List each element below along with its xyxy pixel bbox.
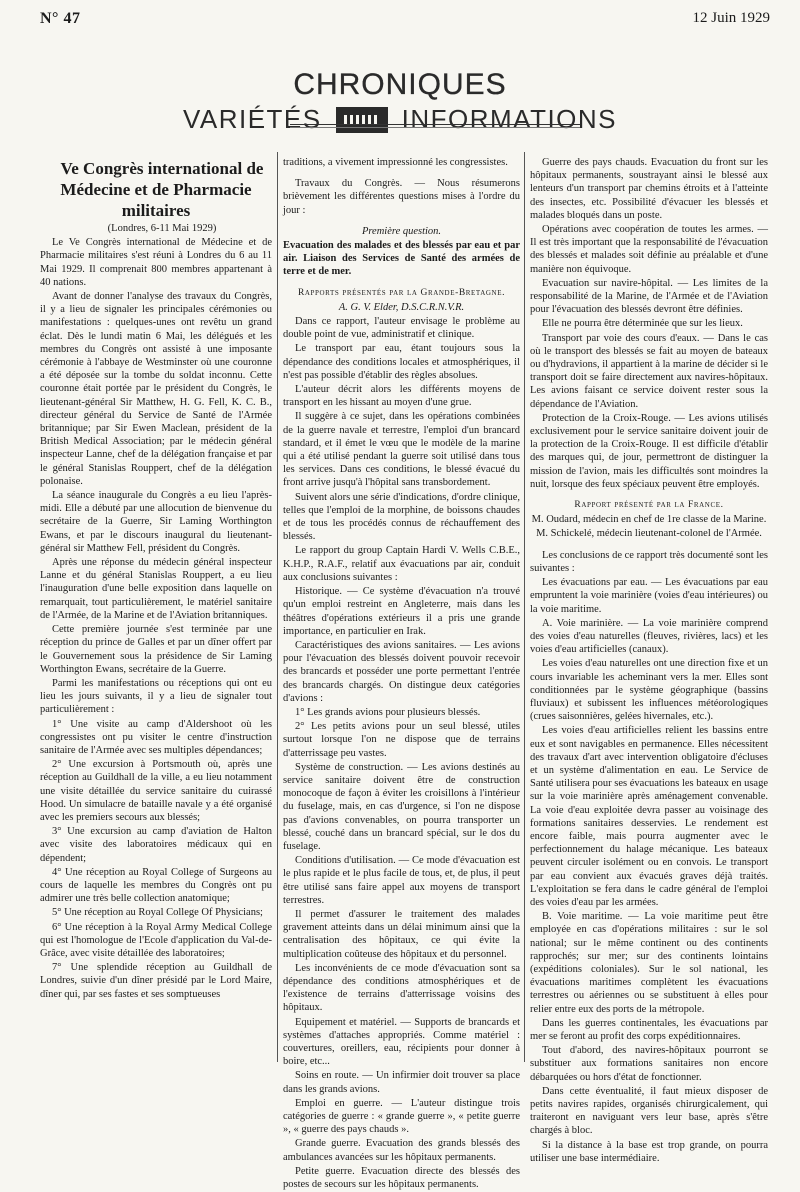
paragraph: Transport par voie des cours d'eaux. — Dans le cas où le transport des blessés se fait au moyen de bateaux ou d'hydravions, il appartient à la marine de décider si le transport doit se faire directement aux navires-hôpitaux. Les avions faisant ce service doivent rester sous la dépendance de l'Aviation.	[530, 332, 768, 410]
issue-date: 12 Juin 1929	[692, 10, 770, 26]
report-heading: Rapports présentés par la Grande-Bretagne.	[297, 287, 506, 298]
report-author: M. Schickelé, médecin lieutenant-colonel de l'Armée.	[536, 528, 762, 540]
paragraph: Suivent alors une série d'indications, d'ordre clinique, telles que l'emploi de la morphine, de boissons chaudes et de tous les procédés connus de réchauffement des blessés.	[283, 491, 520, 543]
paragraph: Emploi en guerre. — L'auteur distingue trois catégories de guerre : « grande guerre », « petite guerre », « guerre des pays chauds ».	[283, 1097, 520, 1136]
paragraph: Dans ce rapport, l'auteur envisage le problème au double point de vue, administratif et clinique.	[283, 316, 520, 341]
paragraph: Soins en route. — Un infirmier doit trouver sa place dans les grands avions.	[283, 1070, 520, 1095]
paragraph: Il permet d'assurer le traitement des malades gravement atteints dans un délai minimum ainsi que la centralisation des hôpitaux, ce qui évite la multiplication coûteuse des hôpitaux et du personnel.	[283, 908, 520, 960]
paragraph: B. Voie maritime. — La voie maritime peut être employée en cas d'opérations militaires : sur le sol national; sur le même continent ou des continents rapprochés; sur mer; sur des continents lointains (expéditions coloniales). Sur le sol national, les évacuations maritimes complètent les évacuations terrestres ou aériennes ou se substituent à elles pour relier entre eux des ports de la métropole.	[530, 911, 768, 1015]
section-intro: Travaux du Congrès. — Nous résumerons brièvement les différentes questions mises à l'ordre du jour :	[283, 178, 520, 216]
paragraph: Le Ve Congrès international de Médecine et de Pharmacie militaires s'est réuni à Londres du 6 au 11 Mai 1929. Il comprenait 800 membres appartenant à 40 nations.	[40, 237, 272, 288]
paragraph: Après une réponse du médecin général inspecteur Lanne et du général Stanislas Rouppert, a eu lieu l'inauguration d'une belle exposition dans laquelle on remarquait, tout particulièrement, le matériel sanitaire de l'Armée, de la Marine et de l'Aviation britanniques.	[40, 557, 272, 621]
paragraph: Historique. — Ce système d'évacuation n'a trouvé qu'un emploi restreint en Angleterre, mais dans les théâtres d'opérations extérieurs il a pris une grande importance, en particulier en Irak.	[283, 586, 520, 637]
list-item: 6° Une réception à la Royal Army Medical College qui est l'homologue de l'Ecole d'application du Val-de-Grâce, avec visite détaillée des laboratoires;	[40, 921, 272, 959]
article-subtitle: (Londres, 6-11 Mai 1929)	[107, 223, 217, 234]
list-item: 7° Une splendide réception au Guildhall de Londres, suivie d'un dîner présidé par le Lord Maire, dîner qui, par ses fastes et ses somptueuses	[40, 962, 272, 1000]
list-item: 2° Une excursion à Portsmouth où, après une réception au Guildhall de la ville, a eu lieu notamment une visite détaillée du service sanitaire du cuirassé Hood. Un simulacre de bataille navale y a été organisé avec les premiers secours aux blessés;	[40, 759, 272, 823]
paragraph: A. Voie marinière. — La voie marinière comprend des voies d'eau naturelles (fleuves, rivières, lacs) et les voies d'eau artificielles (canaux).	[530, 617, 768, 656]
paragraph: Evacuation sur navire-hôpital. — Les limites de la responsabilité de la Marine, de l'Armée et de l'Aviation pour l'évacuation des blessés devront être définies.	[530, 277, 768, 316]
paragraph: traditions, a vivement impressionné les congressistes.	[283, 157, 508, 168]
paragraph: Les voies d'eau naturelles ont une direction fixe et un cours invariable les acheminant vers la mer. Elles sont conditionnées par le système géographique (bassins fluviaux) et subissent les influences météorologiques (crues saisonnières, gelées hivernales, etc.).	[530, 658, 768, 723]
paragraph: Opérations avec coopération de toutes les armes. — Il est très important que la responsabilité de l'évacuation des blessés et malades soit définie au préalable et d'une manière non équivoque.	[530, 224, 768, 275]
list-item: 4° Une réception au Royal College of Surgeons au cours de laquelle les membres du Congrès ont pu admirer une très belle collection anatomique;	[40, 866, 272, 905]
paragraph: La séance inaugurale du Congrès a eu lieu l'après-midi. Elle a débuté par une allocution de bienvenue du secrétaire de la Guerre, Sir Laming Worthington Ewans, et par le discours inaugural du lieutenant-général sir Matthew Fell, président du Congrès.	[40, 490, 272, 554]
paragraph: Grande guerre. Evacuation des grands blessés des ambulances avancées sur les hôpitaux permanents.	[283, 1138, 520, 1163]
column-divider	[524, 152, 525, 1062]
paragraph: Le rapport du group Captain Hardi V. Wells C.B.E., K.H.P., R.A.F., relatif aux évacuations par air, conduit aux conclusions suivantes :	[283, 545, 520, 583]
column-divider	[277, 152, 278, 1062]
masthead-title: CHRONIQUES	[293, 68, 507, 101]
issue-number: N° 47	[40, 10, 81, 27]
paragraph: Dans les guerres continentales, les évacuations par mer se feront au profit des corps expéditionnaires.	[530, 1017, 768, 1042]
column-2	[283, 156, 520, 1192]
paragraph: Caractéristiques des avions sanitaires. — Les avions pour l'évacuation des blessés doivent pouvoir recevoir des brancards et posséder une porte permettant l'entrée des brancards chargés. On distingue deux catégories d'avions :	[283, 639, 520, 704]
masthead-rule	[290, 124, 580, 125]
paragraph: Les inconvénients de ce mode d'évacuation sont sa dépendance des conditions atmosphériques et de l'existence de terrains d'atterrissage voisins des hôpitaux.	[283, 962, 520, 1014]
list-item: 3° Une excursion au camp d'aviation de Halton avec visite des laboratoires médicaux qui en dépendent;	[40, 826, 272, 864]
question-heading: Première question.	[361, 225, 442, 237]
article-title: Ve Congrès international de Médecine et de Pharmacie militaires	[60, 159, 264, 220]
paragraph: Petite guerre. Evacuation directe des blessés des postes de secours sur les hôpitaux permanents.	[283, 1165, 520, 1191]
paragraph: Les voies d'eau artificielles relient les bassins entre eux et sont navigables en permanence. Elles nécessitent des travaux d'art avec intervention obligatoire d'écluses et un système d'alimentation en eau. Le Service de Santé utilisera pour ses évacuations les bateaux en usage sur la voie marinière après aménagement convenable. La voie d'eau exploitée devra passer au voisinage des formations sanitaires desservies. Le rendement est encore faible, mais pourra augmenter avec le perfectionnement du halage mécanique. Les bateaux peuvent circuler isolément ou en convois. Le transport par eau convient aux évacués graves déjà traités. L'exploitation se fera dans le cadre général de l'emploi des voies d'eau par les armées.	[530, 725, 768, 908]
paragraph: Si la distance à la base est trop grande, on pourra utiliser une base intermédiaire.	[530, 1139, 768, 1164]
list-item: 5° Une réception au Royal College Of Physicians;	[52, 907, 263, 919]
page-header	[40, 10, 770, 32]
paragraph: Tout d'abord, des navires-hôpitaux pourront se substituer aux formations sanitaires non encore débarquées ou hors d'état de fonctionner.	[530, 1045, 768, 1083]
paragraph: L'auteur décrit alors les différents moyens de transport en les hissant au moyen d'une grue.	[283, 384, 520, 409]
ornament-icon	[336, 107, 388, 133]
masthead-subtitle	[0, 104, 800, 135]
paragraph: Le transport par eau, étant toujours sous la dépendance des conditions locales et atmosphériques, il n'est pas possible d'établir des règles absolues.	[283, 343, 520, 381]
paragraph: 1° Les grands avions pour plusieurs blessés.	[295, 706, 481, 718]
paragraph: Avant de donner l'analyse des travaux du Congrès, il y a lieu de signaler les principales cérémonies ou manifestations : quelques-unes ont revêtu un grand éclat. Dès le lundi matin 6 Mai, les délégués et les membres du Congrès ont assisté à une imposante cérémonie à l'abbaye de Westminster où une couronne a été déposée sur la tombe du soldat inconnu. Cette couronne était portée par le président du Congrès, le lieutenant-général Sir Matthew, H. G. Fell, K. C. B., directeur général du Service de Santé de l'Armée britannique; par Sir Ewen Maclean, président de la British Medical Association; par le médecin général inspecteur Lanne, chef de la délégation française et par le général Stanislas Rouppert, chef de la délégation polonaise.	[40, 291, 272, 487]
column-3	[530, 156, 768, 1166]
paragraph: Il suggère à ce sujet, dans les opérations combinées de la guerre navale et terrestre, l'emploi d'un brancard standard, et il émet le vœu que le modèle de la marine qui a été utilisé pendant la guerre soit utilisé dans tous les services. Dans ces conditions, le blessé évacué du front arrive jusqu'à l'hôpital sans transbordement.	[283, 411, 520, 489]
paragraph: Parmi les manifestations ou réceptions qui ont eu lieu les jours suivants, il y a lieu de signaler tout particulièrement :	[40, 677, 272, 716]
paragraph: Dans cette éventualité, il faut mieux disposer de petits navires rapides, organisés chirurgicalement, qui traiteront en naviguant vers leur base, après s'être chargés à bloc.	[530, 1085, 768, 1137]
paragraph: Equipement et matériel. — Supports de brancards et systèmes d'attaches appropriés. Comme matériel : couvertures, oreillers, eau, récipients pour donner à boire, etc...	[283, 1016, 520, 1068]
report-author: A. G. V. Elder, D.S.C.R.N.V.R.	[338, 301, 465, 313]
paragraph: Conditions d'utilisation. — Ce mode d'évacuation est le plus rapide et le plus facile de tous, et, de plus, il peut être utilisé sans faire appel aux moyens de transport terrestres.	[283, 855, 520, 906]
list-item: 1° Une visite au camp d'Aldershoot où les congressistes ont pu visiter le centre d'instruction sanitaire de l'Armée avec ses multiples dépendances;	[40, 718, 272, 756]
paragraph: Système de construction. — Les avions destinés au service sanitaire doivent être de construction monocoque de façon à éviter les croisillons à l'intérieur du fuselage, mais, en cas d'urgence, si l'on ne dispose pas d'avions convenables, on pourra transporter un blessé, couché dans un brancard spécial, sur le dos du fuselage.	[283, 761, 520, 852]
paragraph: Cette première journée s'est terminée par une réception du prince de Galles et par un dîner offert par le Gouvernement sous la présidence de Sir Laming Worthington Ewans, secrétaire de la Guerre.	[40, 624, 272, 675]
report-heading: Rapport présenté par la France.	[574, 500, 724, 511]
masthead-left: VARIÉTÉS	[182, 104, 322, 134]
paragraph: 2° Les petits avions pour un seul blessé, utiles surtout lorsque l'on ne dispose que de terrains d'atterrissage peu vastes.	[283, 721, 520, 759]
paragraph: Les évacuations par eau. — Les évacuations par eau empruntent la voie marinière (voies d'eau intérieures) ou la voie maritime.	[530, 577, 768, 615]
paragraph: Les conclusions de ce rapport très documenté sont les suivantes :	[530, 549, 768, 574]
paragraph: Protection de la Croix-Rouge. — Les avions utilisés exclusivement pour le service sanitaire doivent jouir de la protection de la Croix-Rouge. Il est difficile d'établir des marques qui, de jour, permettront de distinguer la mission de l'avion, mais les difficultés sont moindres la nuit, lorsque des feux spéciaux peuvent être employés.	[530, 412, 768, 490]
paragraph: Guerre des pays chauds. Evacuation du front sur les hôpitaux permanents, soustrayant ainsi le blessé aux lenteurs d'un transport par chemins étroits et à l'atteinte des insectes, etc. Possibilité d'évacuer les blessés et malades bloqués dans un poste.	[530, 157, 768, 221]
paragraph: Elle ne pourra être déterminée que sur les lieux.	[542, 318, 743, 330]
report-author: M. Oudard, médecin en chef de 1re classe de la Marine.	[531, 514, 767, 526]
masthead-rule-thin	[290, 127, 580, 128]
question-title: Evacuation des malades et des blessés par eau et par air. Liaison des Services de Santé des armées de terre et de mer.	[283, 240, 520, 278]
column-1	[40, 158, 272, 1002]
masthead-right: INFORMATIONS	[401, 104, 618, 134]
